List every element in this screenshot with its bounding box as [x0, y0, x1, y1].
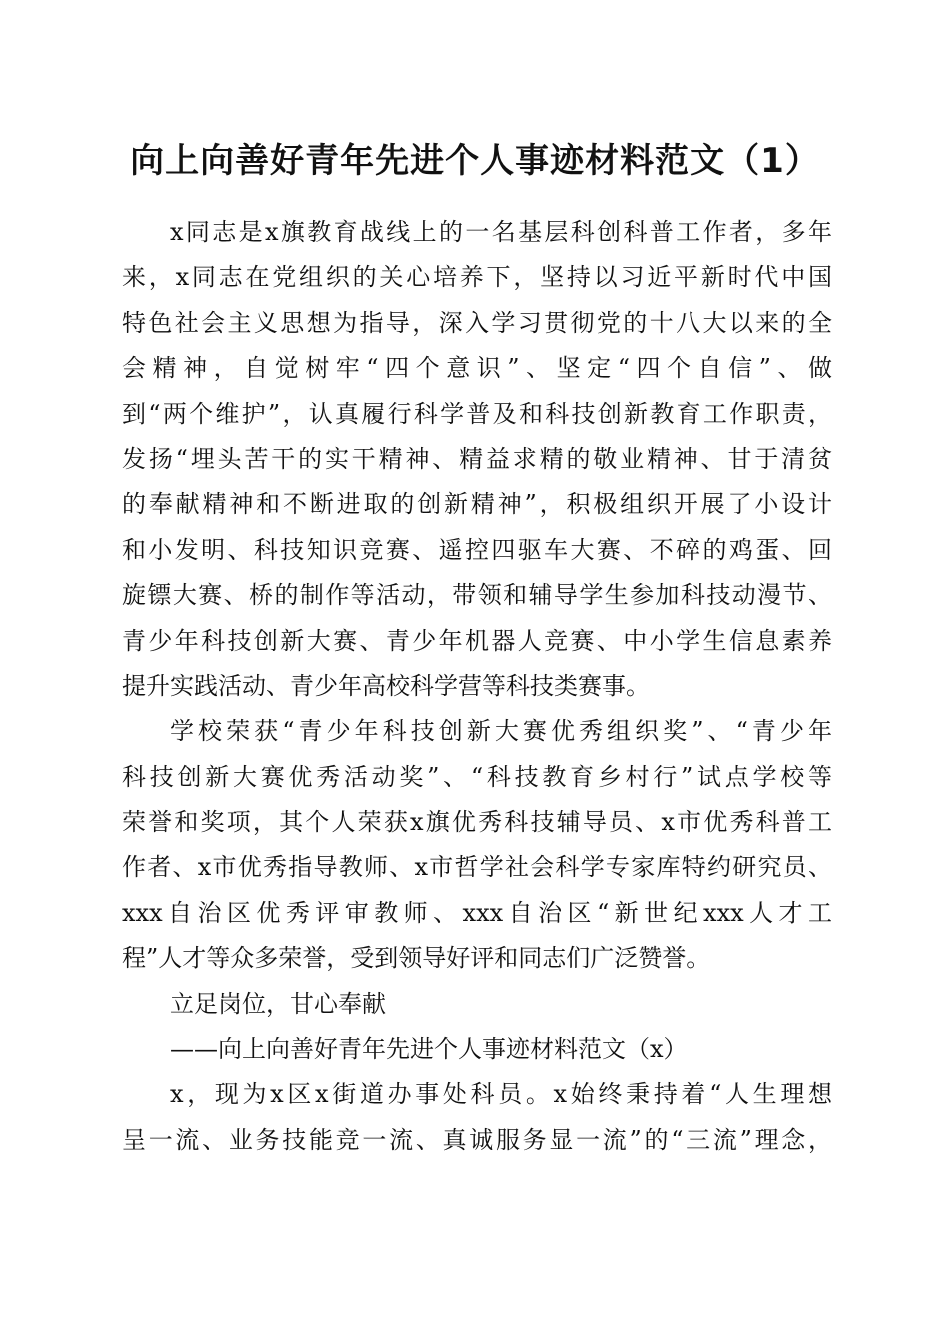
- paragraph-line: xxx自治区优秀评审教师、xxx自治区“新世纪xxx人才工: [122, 898, 832, 927]
- paragraph-line: 和小发明、科技知识竞赛、遥控四驱车大赛、不碎的鸡蛋、回: [122, 535, 832, 564]
- document-body: [122, 210, 832, 1163]
- section-subheading: ——向上向善好青年先进个人事迹材料范文（x）: [170, 1035, 688, 1064]
- paragraph-line: 作者、x市优秀指导教师、x市哲学社会科学专家库特约研究员、: [122, 853, 832, 882]
- paragraph-line: 来，x同志在党组织的关心培养下，坚持以习近平新时代中国: [122, 263, 832, 292]
- paragraph-line: 会精神，自觉树牢“四个意识”、坚定“四个自信”、做: [122, 354, 832, 383]
- paragraph-line: 的奉献精神和不断进取的创新精神”，积极组织开展了小设计: [122, 490, 832, 519]
- section-heading: 立足岗位，甘心奉献: [170, 989, 386, 1018]
- paragraph-line: 提升实践活动、青少年高校科学营等科技类赛事。: [122, 671, 650, 700]
- paragraph-line: 呈一流、业务技能竞一流、真诚服务显一流”的“三流”理念，: [122, 1125, 832, 1154]
- paragraph-line: 学校荣获“青少年科技创新大赛优秀组织奖”、“青少年: [170, 717, 832, 746]
- paragraph-line: x，现为x区x街道办事处科员。x始终秉持着“人生理想: [170, 1080, 832, 1109]
- paragraph-line: 旋镖大赛、桥的制作等活动，带领和辅导学生参加科技动漫节、: [122, 581, 832, 610]
- paragraph-line: x同志是x旗教育战线上的一名基层科创科普工作者，多年: [170, 218, 832, 246]
- paragraph-line: 青少年科技创新大赛、青少年机器人竞赛、中小学生信息素养: [122, 626, 832, 655]
- paragraph-line: 到“两个维护”，认真履行科学普及和科技创新教育工作职责，: [122, 399, 832, 428]
- paragraph-line: 程”人才等众多荣誉，受到领导好评和同志们广泛赞誉。: [122, 944, 711, 973]
- paragraph-line: 科技创新大赛优秀活动奖”、“科技教育乡村行”试点学校等: [122, 762, 832, 791]
- paragraph-line: 发扬“埋头苦干的实干精神、精益求精的敬业精神、甘于清贫: [122, 444, 832, 473]
- document-title: 向上向善好青年先进个人事迹材料范文（1）: [130, 141, 820, 181]
- paragraph-line: 荣誉和奖项，其个人荣获x旗优秀科技辅导员、x市优秀科普工: [122, 808, 832, 837]
- paragraph-line: 特色社会主义思想为指导，深入学习贯彻党的十八大以来的全: [122, 308, 832, 337]
